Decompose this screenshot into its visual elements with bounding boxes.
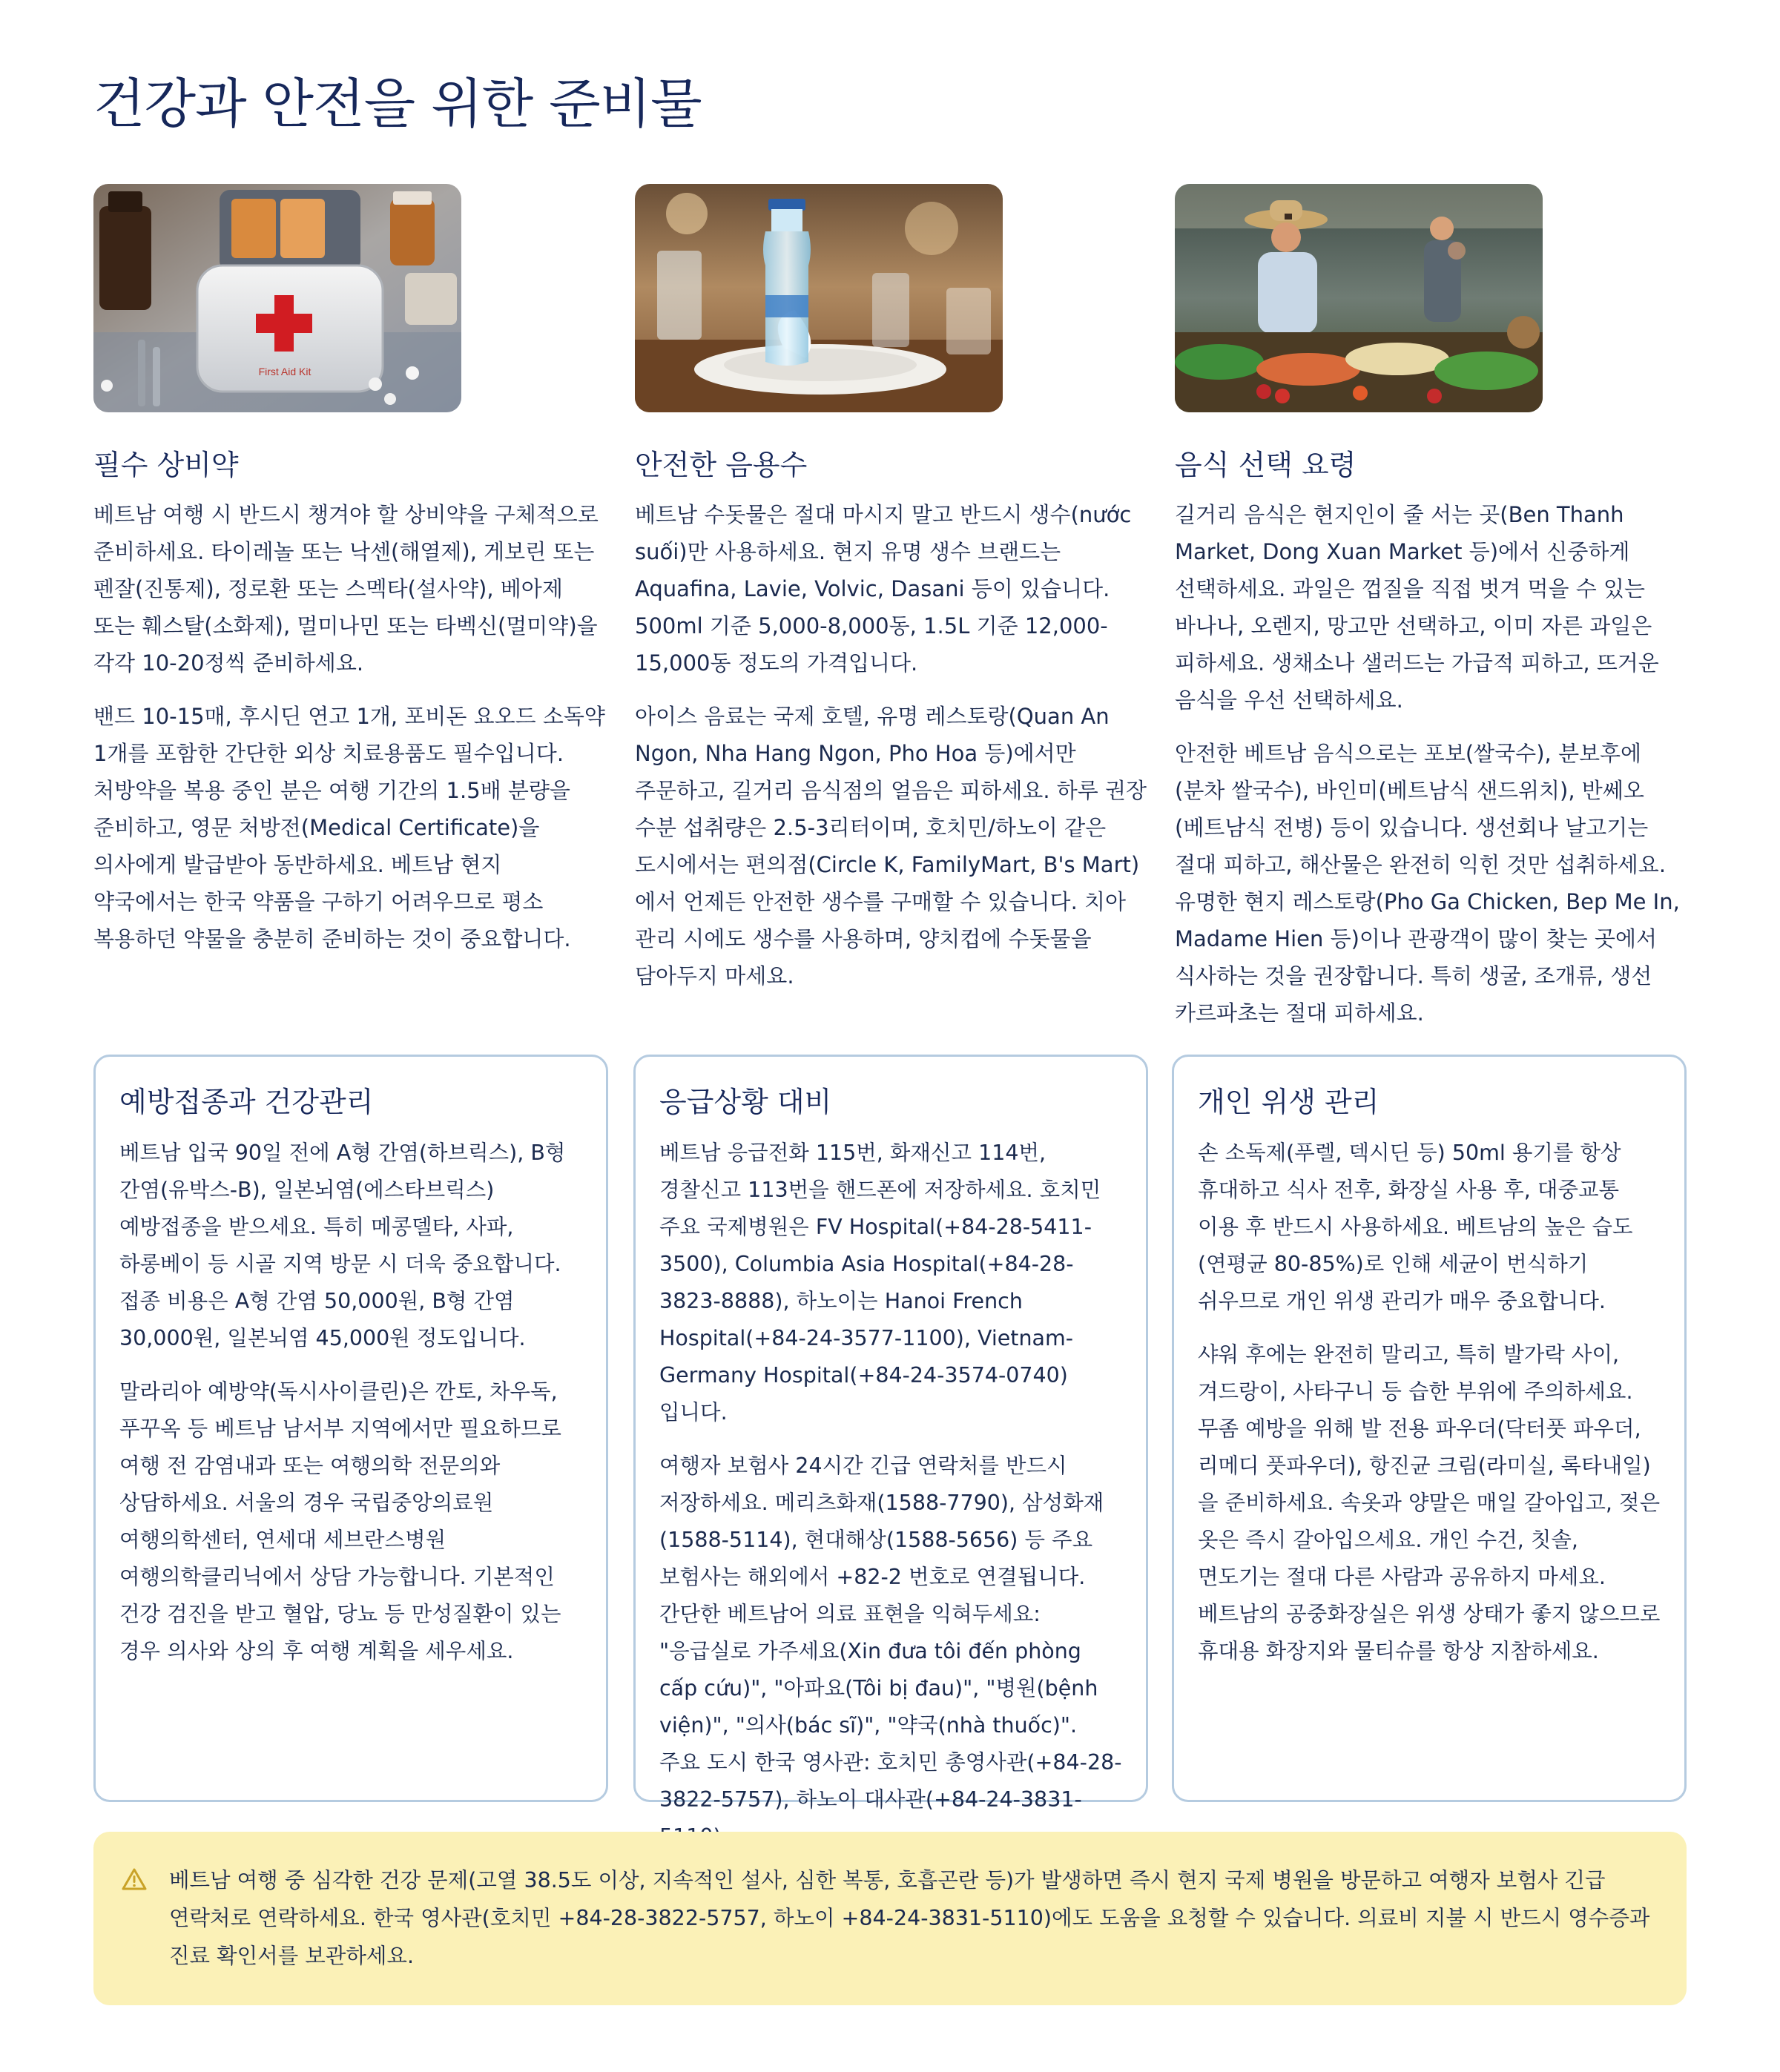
alert-text: 베트남 여행 중 심각한 건강 문제(고열 38.5도 이상, 지속적인 설사, 심한 복통, 호흡곤란 등)가 발생하면 즉시 현지 국제 병원을 방문하고 여행자 보험사 긴급 연락처로 연락하세요. 한국 영사관(호치민 +84-28-3822-5757, 하노이 +84-24-3831-5110)에도 도움을 요청할 수 있습니다. 의료비 지불 시 반드시 영수증과 진료 확인서를 보관하세요. (169, 1868, 1650, 1968)
card-paragraph: 손 소독제(푸렐, 덱시딘 등) 50ml 용기를 항상 휴대하고 식사 전후, 화장실 사용 후, 대중교통 이용 후 반드시 사용하세요. 베트남의 높은 습도(연평균 80-85%)로 인해 세균이 번식하기 쉬우므로 개인 위생 관리가 매우 중요합니다. (1198, 1141, 1633, 1313)
card-paragraph: 말라리아 예방약(독시사이클린)은 깐토, 차우독, 푸꾸옥 등 베트남 남서부 지역에서만 필요하므로 여행 전 감염내과 또는 여행의학 전문의와 상담하세요. 서울의 경우 국립중앙의료원 여행의학센터, 연세대 세브란스병원 여행의학클리닉에서 상담 가능합니다. 기본적인 건강 검진을 받고 혈압, 당뇨 등 만성질환이 있는 경우 의사와 상의 후 여행 계획을 세우세요. (119, 1379, 561, 1663)
card-heading: 응급상황 대비 (659, 1086, 832, 1118)
bottled-water-on-table-photo (635, 184, 1003, 412)
section-heading: 필수 상비약 (93, 449, 239, 481)
card-paragraph: 베트남 입국 90일 전에 A형 간염(하브릭스), B형 간염(유박스-B), 일본뇌염(에스타브릭스) 예방접종을 받으세요. 특히 메콩델타, 사파, 하롱베이 등 시골 지역 방문 시 더욱 중요합니다. 접종 비용은 A형 간염 50,000원, B형 간염 30,000원, 일본뇌염 45,000원 정도입니다. (119, 1141, 566, 1350)
section-medicine (93, 184, 608, 974)
section-paragraph: 베트남 여행 시 반드시 챙겨야 할 상비약을 구체적으로 준비하세요. 타이레놀 또는 낙센(해열제), 게보린 또는 펜잘(진통제), 정로환 또는 스멕타(설사약), 베아제 또는 훼스탈(소화제), 멀미나민 또는 타벡신(멀미약)을 각각 10-20정씩 준비하세요. (93, 502, 599, 676)
first-aid-kit-label: First Aid Kit (258, 366, 312, 377)
card-paragraph: 베트남 응급전화 115번, 화재신고 114번, 경찰신고 113번을 핸드폰에 저장하세요. 호치민 주요 국제병원은 FV Hospital(+84-28-5411-3500), Columbia Asia Hospital(+84-28-3823-8888), 하노이는 Hanoi French Hospital(+84-24-3577-1100), Vietnam-Germany Hospital(+84-24-3574-0740)입니다. (659, 1141, 1101, 1425)
section-paragraph: 아이스 음료는 국제 호텔, 유명 레스토랑(Quan An Ngon, Nha Hang Ngon, Pho Hoa 등)에서만 주문하고, 길거리 음식점의 얼음은 피하세요. 하루 권장 수분 섭취량은 2.5-3리터이며, 호치민/하노이 같은 도시에서는 편의점(Circle K, FamilyMart, B's Mart)에서 언제든 안전한 생수를 구매할 수 있습니다. 치아 관리 시에도 생수를 사용하며, 양치컵에 수돗물을 담아두지 마세요. (635, 704, 1147, 989)
section-food (1175, 184, 1690, 1048)
card-vaccination (93, 1055, 608, 1802)
card-paragraph: 여행자 보험사 24시간 긴급 연락처를 반드시 저장하세요. 메리츠화재(1588-7790), 삼성화재(1588-5114), 현대해상(1588-5656) 등 주요 보험사는 해외에서 +82-2 번호로 연결됩니다. 간단한 베트남어 의료 표현을 익혀두세요: "응급실로 가주세요(Xin đưa tôi đến phòng cấp cứu)", "아파요(Tôi bị đau)", "병원(bệnh viện)", "의사(bác sĩ)", "약국(nhà thuốc)". 주요 도시 한국 영사관: 호치민 총영사관(+84-28-3822-5757), 하노이 대사관(+84-24-3831- (659, 1454, 1122, 1812)
section-water (635, 184, 1150, 1011)
card-hygiene (1172, 1055, 1687, 1802)
section-paragraph: 밴드 10-15매, 후시딘 연고 1개, 포비돈 요오드 소독약 1개를 포함한 간단한 외상 치료용품도 필수입니다. 처방약을 복용 중인 분은 여행 기간의 1.5배 분량을 준비하고, 영문 처방전(Medical Certificate)을 의사에게 발급받아 동반하세요. 베트남 현지 약국에서는 한국 약품을 구하기 어려우므로 평소 복용하던 약물을 충분히 준비하는 것이 중요합니다. (93, 704, 605, 951)
section-heading: 음식 선택 요령 (1175, 449, 1357, 481)
warning-triangle-icon (122, 1867, 147, 1891)
warning-alert (93, 1832, 1687, 2005)
section-heading: 안전한 음용수 (635, 449, 808, 481)
section-paragraph: 베트남 수돗물은 절대 마시지 말고 반드시 생수(nước suối)만 사용하세요. 현지 유명 생수 브랜드는 Aquafina, Lavie, Volvic, Dasani 등이 있습니다. 500ml 기준 5,000-8,000동, 1.5L 기준 12,000-15,000동 정도의 가격입니다. (635, 502, 1132, 676)
card-emergency (633, 1055, 1148, 1812)
page-title: 건강과 안전을 위한 준비물 (93, 73, 702, 135)
street-food-market-photo (1175, 184, 1543, 412)
section-paragraph: 길거리 음식은 현지인이 줄 서는 곳(Ben Thanh Market, Dong Xuan Market 등)에서 신중하게 선택하세요. 과일은 껍질을 직접 벗겨 먹을 수 있는 바나나, 오렌지, 망고만 선택하고, 이미 자른 과일은 피하세요. 생채소나 샐러드는 가급적 피하고, 뜨거운 음식을 우선 선택하세요. (1175, 502, 1659, 713)
card-paragraph: 샤워 후에는 완전히 말리고, 특히 발가락 사이, 겨드랑이, 사타구니 등 습한 부위에 주의하세요. 무좀 예방을 위해 발 전용 파우더(닥터풋 파우더, 리메디 풋파우더), 항진균 크림(라미실, 록타내일)을 준비하세요. 속옷과 양말은 매일 갈아입고, 젖은 옷은 즉시 갈아입으세요. 개인 수건, 칫솔, 면도기는 절대 다른 사람과 공유하지 마세요. 베트남의 공중화장실은 위생 상태가 좋지 않으므로 휴대용 화장지와 물티슈를 항상 지참하세요. (1198, 1342, 1661, 1663)
first-aid-kit-photo (93, 184, 461, 412)
section-paragraph: 안전한 베트남 음식으로는 포보(쌀국수), 분보후에(분차 쌀국수), 바인미(베트남식 샌드위치), 반쎄오(베트남식 전병) 등이 있습니다. 생선회나 날고기는 절대 피하고, 해산물은 완전히 익힌 것만 섭취하세요. 유명한 현지 레스토랑(Pho Ga Chicken, Bep Me In, Madame Hien 등)이나 관광객이 많이 찾는 곳에서 식사하는 것을 권장합니다. 특히 생굴, 조개류, 생선 카르파초는 절대 피하세요. (1175, 741, 1680, 1026)
card-heading: 개인 위생 관리 (1198, 1086, 1380, 1118)
card-heading: 예방접종과 건강관리 (119, 1086, 374, 1118)
